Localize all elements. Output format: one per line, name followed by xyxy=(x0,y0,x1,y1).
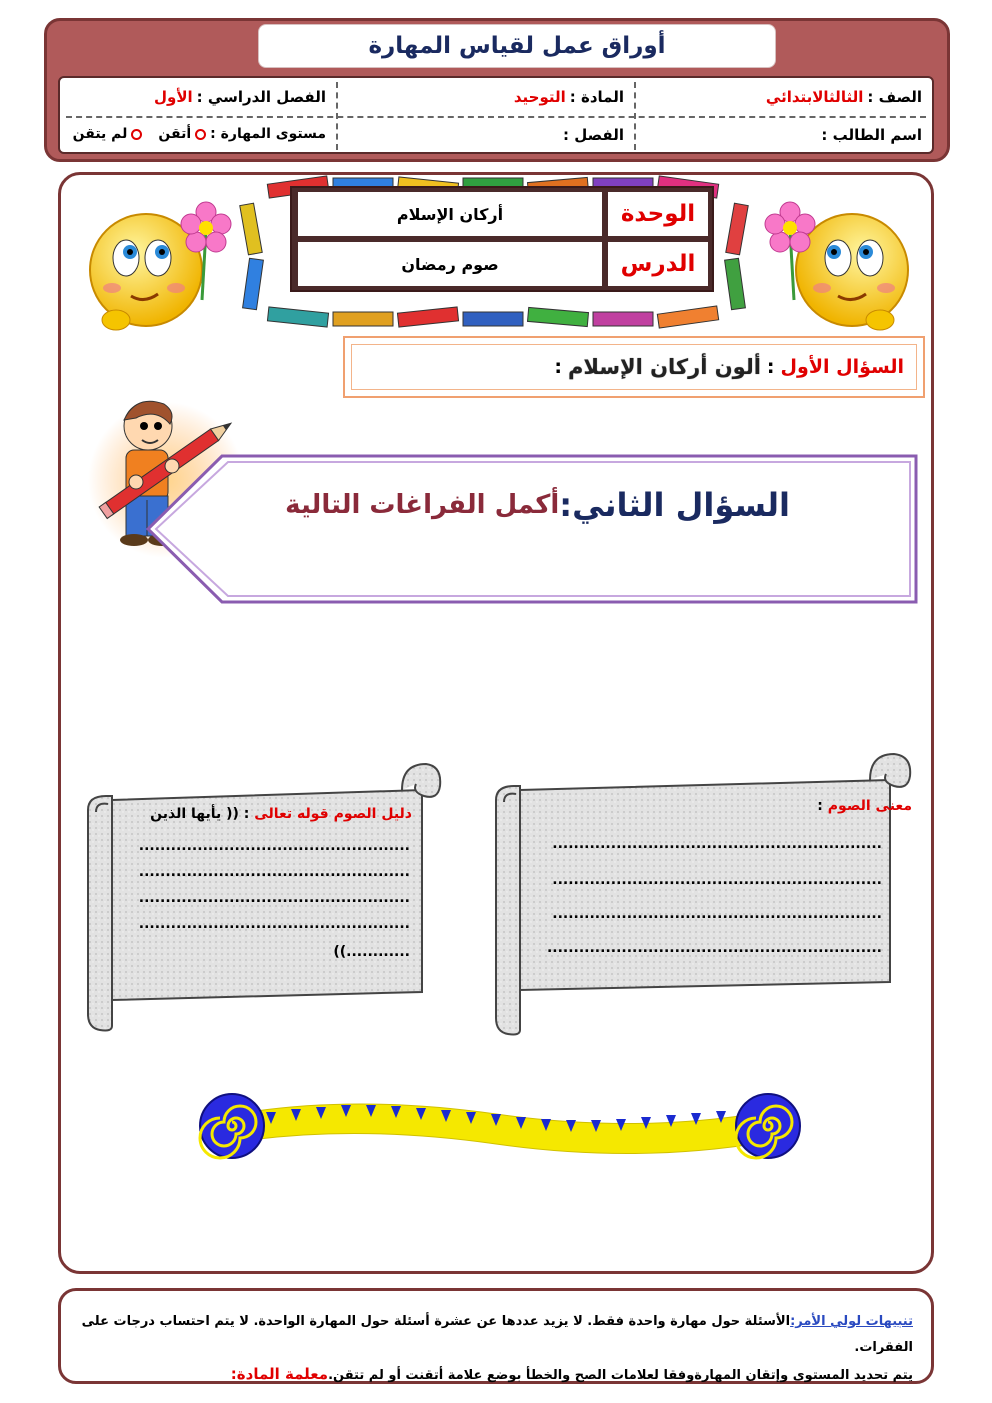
divider xyxy=(66,116,926,118)
question-one-box xyxy=(343,336,925,398)
question-two-label: السؤال الثاني: xyxy=(559,486,790,524)
fast-meaning-line[interactable]: ............................................................... xyxy=(547,940,882,956)
question-one xyxy=(351,344,917,390)
fast-evidence-line[interactable]: ................................................... xyxy=(138,890,410,906)
lesson-value: صوم رمضان xyxy=(298,242,602,286)
not-mastered-radio-icon[interactable] xyxy=(131,129,142,140)
scroll-right xyxy=(490,750,914,1038)
grade-field xyxy=(766,88,922,106)
fast-evidence-prompt xyxy=(150,806,412,822)
skill-level-field xyxy=(73,126,326,142)
subject-field xyxy=(514,88,624,106)
level-text: يتم تحديد المستوى وإتقان المهارةوفقا لعلامات الصح والخطأ بوضع علامة أتقنت أو لم تتقن. xyxy=(328,1368,913,1383)
notes-label: تنبيهات لولي الأمر: xyxy=(790,1314,913,1329)
mastered-label: أتقن xyxy=(158,126,192,142)
lesson-label: الدرس xyxy=(608,242,708,286)
unit-value: أركان الإسلام xyxy=(298,192,602,236)
fast-evidence-label: دليل الصوم قوله تعالى xyxy=(254,806,412,822)
fast-evidence-line-end[interactable]: ............)) xyxy=(333,944,410,960)
smiley-flower-icon xyxy=(76,190,236,340)
smiley-flower-icon xyxy=(760,190,920,340)
student-name-label: اسم الطالب : xyxy=(821,126,922,144)
class-label: الفصل : xyxy=(563,126,624,144)
header-info-table xyxy=(58,76,934,154)
question-one-sep: : xyxy=(766,356,775,378)
footer-line-one xyxy=(79,1309,913,1361)
grade-value: الثالثالابتدائي xyxy=(765,88,864,106)
class-field[interactable] xyxy=(563,126,624,144)
grade-label: الصف : xyxy=(867,88,922,106)
unit-lesson-table xyxy=(290,186,714,292)
term-field xyxy=(154,88,326,106)
question-two xyxy=(250,480,790,530)
fast-meaning-label: معنى الصوم xyxy=(827,798,912,814)
unit-label: الوحدة xyxy=(608,192,708,236)
fast-meaning-colon: : xyxy=(817,798,823,814)
page-title: أوراق عمل لقياس المهارة xyxy=(258,24,776,68)
student-name-field[interactable] xyxy=(821,126,922,144)
wavy-divider-icon xyxy=(196,1090,806,1162)
fast-meaning-prompt xyxy=(817,798,912,814)
notes-text: الأسئلة حول مهارة واحدة فقط. لا يزيد عددها عن عشرة أسئلة حول المهارة الواحدة. لا يتم احتساب درجات على الفقرات. xyxy=(81,1314,913,1355)
teacher-label: معلمة المادة: xyxy=(230,1365,329,1383)
subject-value: التوحيد xyxy=(513,88,566,106)
question-two-text: أكمل الفراغات التالية xyxy=(285,490,560,520)
fast-meaning-line[interactable]: .............................................................. xyxy=(552,872,882,888)
question-one-end: : xyxy=(554,356,562,378)
fast-meaning-line[interactable]: .............................................................. xyxy=(552,906,882,922)
fast-meaning-line[interactable]: .............................................................. xyxy=(552,836,882,852)
mastered-radio-icon[interactable] xyxy=(195,129,206,140)
fast-evidence-line[interactable]: ................................................... xyxy=(138,838,410,854)
question-one-text: ألون أركان الإسلام xyxy=(567,355,761,379)
fast-evidence-line[interactable]: ................................................... xyxy=(138,864,410,880)
footer-line-two xyxy=(79,1361,913,1389)
question-two-banner xyxy=(140,454,920,606)
subject-label: المادة : xyxy=(569,88,624,106)
footer-notes xyxy=(58,1288,934,1384)
term-label: الفصل الدراسي : xyxy=(196,88,326,106)
fast-evidence-line[interactable]: ................................................... xyxy=(138,916,410,932)
question-one-label: السؤال الأول xyxy=(780,356,904,378)
fast-evidence-quote: : (( يأيها الذين xyxy=(150,806,250,822)
skill-level-label: مستوى المهارة : xyxy=(210,126,326,142)
term-value: الأول xyxy=(154,88,193,106)
not-mastered-label: لم يتقن xyxy=(72,126,128,142)
